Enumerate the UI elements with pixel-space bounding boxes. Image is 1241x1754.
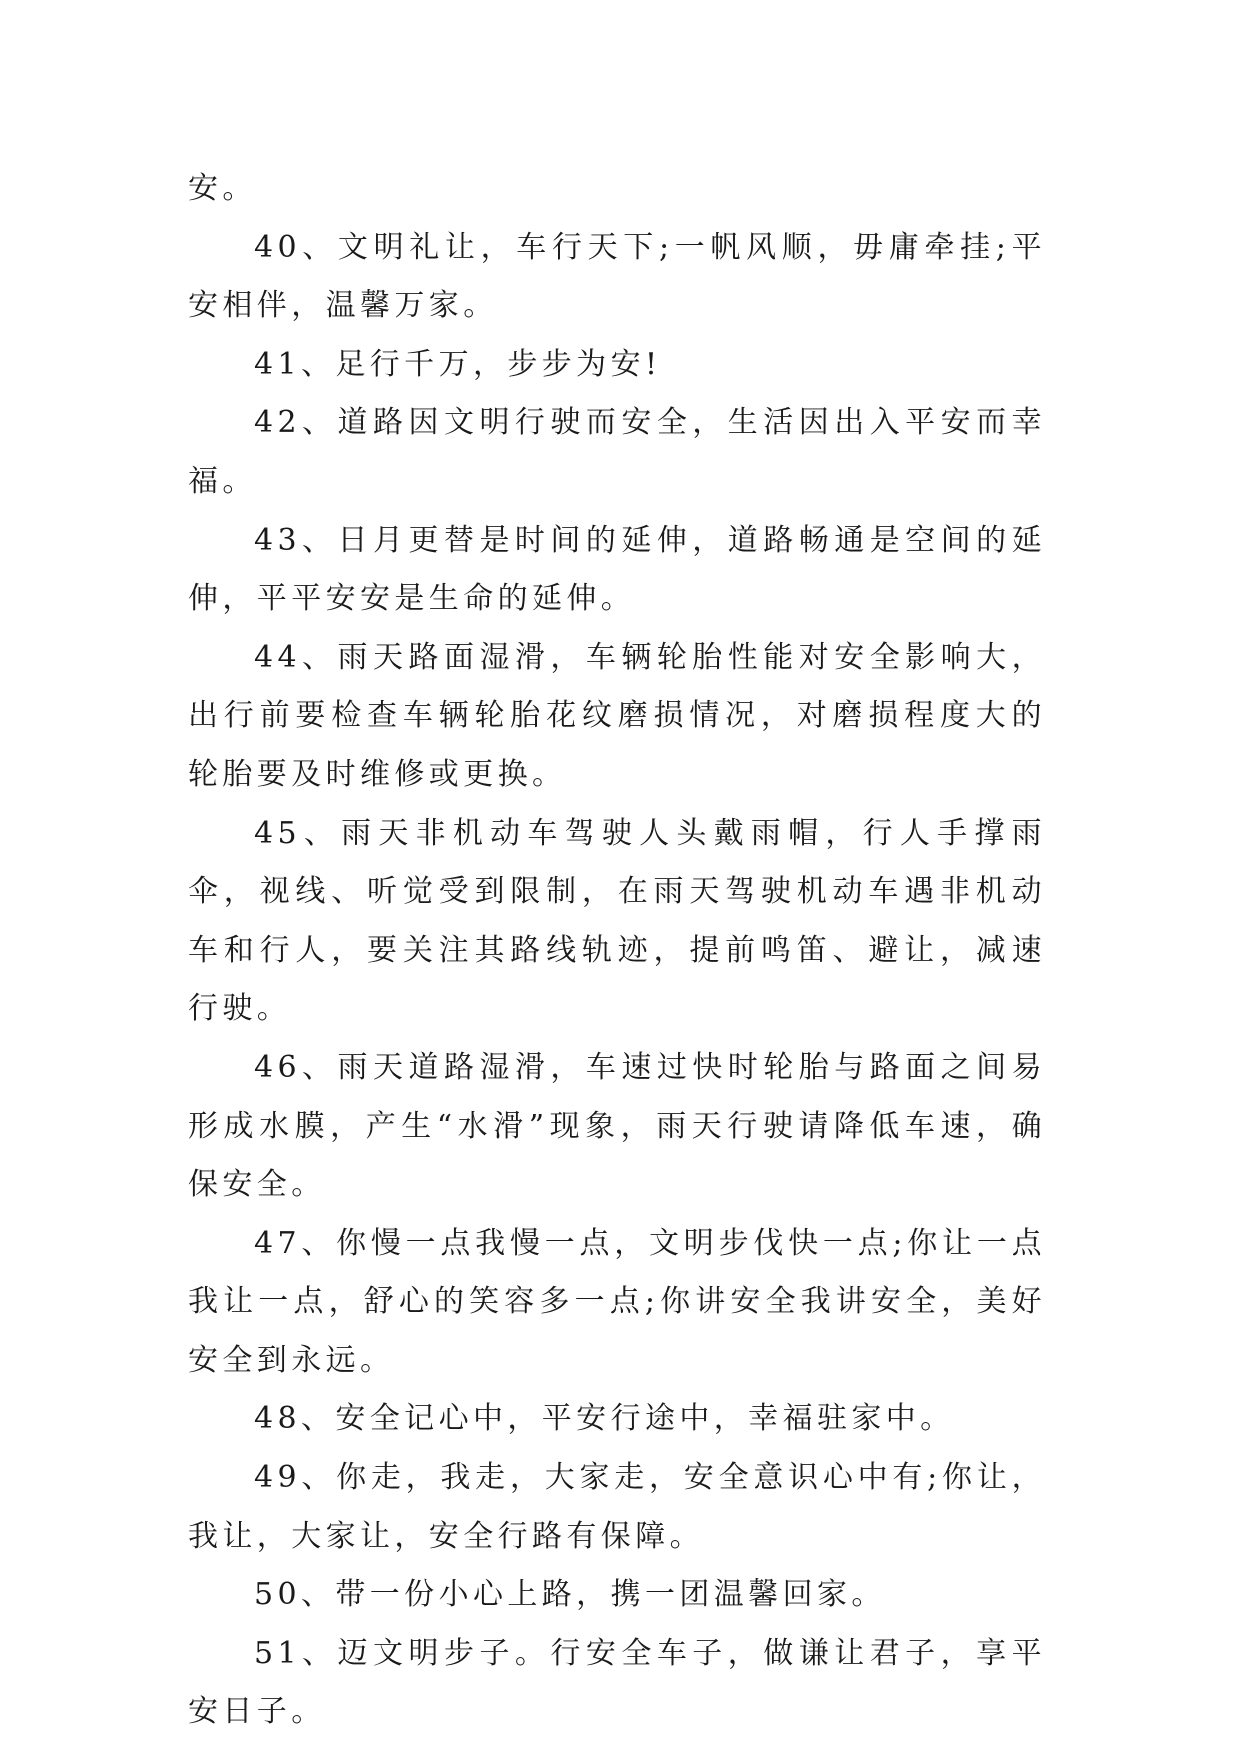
paragraph-item-45: 45、雨天非机动车驾驶人头戴雨帽，行人手撑雨伞，视线、听觉受到限制，在雨天驾驶机动车遇非机动车和行人，要关注其路线轨迹，提前鸣笛、避让，减速行驶。	[188, 815, 1046, 1027]
paragraph-item-41: 41、足行千万，步步为安!	[254, 346, 662, 382]
paragraph-item-48: 48、安全记心中，平安行途中，幸福驻家中。	[254, 1401, 955, 1437]
paragraph-item-49: 49、你走，我走，大家走，安全意识心中有;你让，我让，大家让，安全行路有保障。	[188, 1460, 1046, 1554]
paragraph-item-47: 47、你慢一点我慢一点，文明步伐快一点;你让一点我让一点，舒心的笑容多一点;你讲安全我讲安全，美好安全到永远。	[188, 1225, 1046, 1378]
paragraph-continuation: 安。	[188, 171, 257, 206]
paragraph-item-44: 44、雨天路面湿滑，车辆轮胎性能对安全影响大，出行前要检查车辆轮胎花纹磨损情况，对磨损程度大的轮胎要及时维修或更换。	[188, 639, 1046, 792]
paragraph-item-40: 40、文明礼让，车行天下;一帆风顺，毋庸牵挂;平安相伴，温馨万家。	[188, 229, 1046, 324]
document-body	[188, 160, 1046, 1742]
paragraph-item-46: 46、雨天道路湿滑，车速过快时轮胎与路面之间易形成水膜，产生“水滑”现象，雨天行驶请降低车速，确保安全。	[188, 1049, 1046, 1203]
paragraph-item-51: 51、迈文明步子。行安全车子，做谦让君子，享平安日子。	[188, 1635, 1046, 1730]
paragraph-item-42: 42、道路因文明行驶而安全，生活因出入平安而幸福。	[188, 405, 1046, 499]
paragraph-item-50: 50、带一份小心上路，携一团温馨回家。	[254, 1577, 886, 1613]
paragraph-item-43: 43、日月更替是时间的延伸，道路畅通是空间的延伸，平平安安是生命的延伸。	[188, 522, 1046, 617]
